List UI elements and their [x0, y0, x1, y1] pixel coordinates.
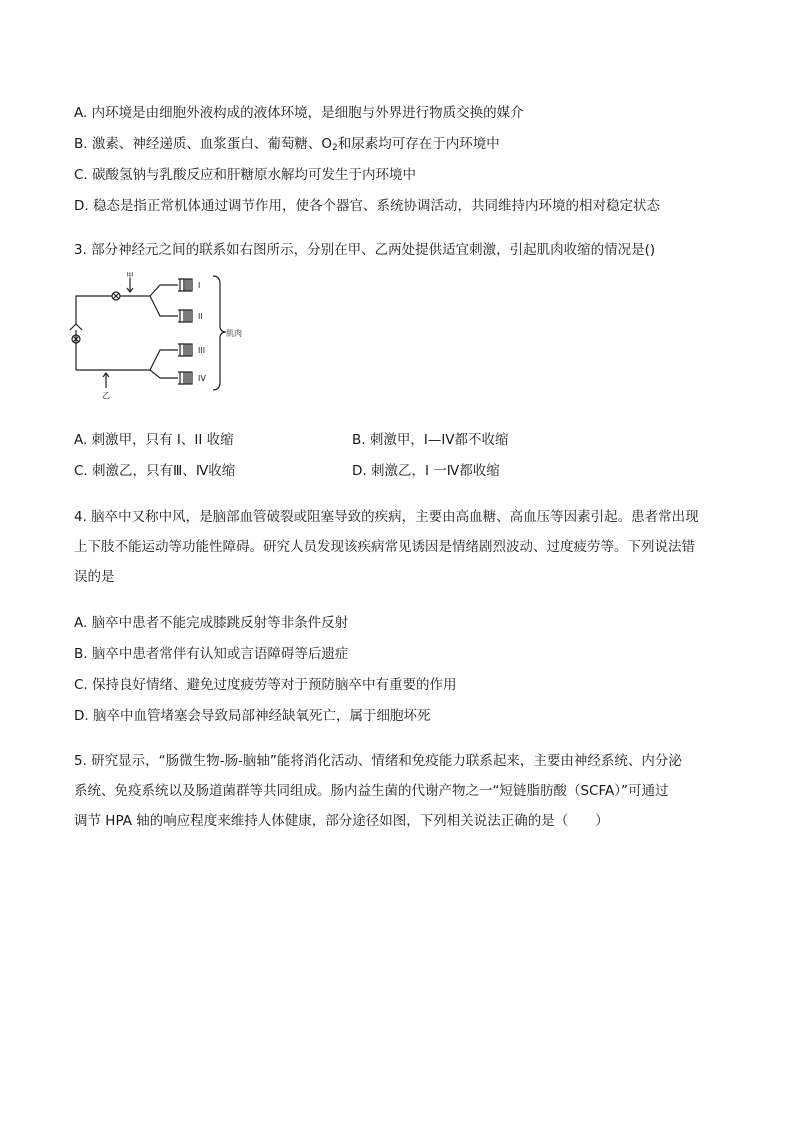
q4-option-b: B. 脑卒中患者常伴有认知或言语障碍等后遗症 [74, 646, 349, 662]
q5-stem-line1: 5. 研究显示，“肠微生物-肠-脑轴”能将消化活动、情绪和免疫能力联系起来，主要由神经系统、内分泌 [74, 753, 682, 769]
q2-option-a: A. 内环境是由细胞外液构成的液体环境，是细胞与外界进行物质交换的媒介 [74, 105, 524, 121]
q4-option-a: A. 脑卒中患者不能完成膝跳反射等非条件反射 [74, 615, 349, 631]
q3-stem: 3. 部分神经元之间的联系如右图所示，分别在甲、乙两处提供适宜刺激，引起肌肉收缩的情况是() [74, 242, 656, 258]
q3-option-c: C. 刺激乙，只有Ⅲ、Ⅳ收缩 [74, 463, 236, 479]
muscle-label-3: III [198, 346, 206, 355]
q4-stem-line1: 4. 脑卒中又称中风，是脑部血管破裂或阻塞导致的疾病，主要由高血糖、高血压等因素引起。患者常出现 [74, 509, 699, 525]
q4-option-d: D. 脑卒中血管堵塞会导致局部神经缺氧死亡，属于细胞坏死 [74, 708, 431, 724]
q5-stem-line2: 系统、免疫系统以及肠道菌群等共同组成。肠内益生菌的代谢产物之一“短链脂肪酸（SCFA）”可通过 [74, 783, 669, 799]
muscle-label-1: I [198, 281, 201, 290]
q4-option-c: C. 保持良好情绪、避免过度疲劳等对于预防脑卒中有重要的作用 [74, 677, 457, 693]
muscle-label-4: IV [198, 374, 206, 383]
q4-stem-line2: 上下肢不能运动等功能性障碍。研究人员发现该疾病常见诱因是情绪剧烈波动、过度疲劳等。下列说法错 [74, 539, 695, 555]
label-yi: 乙 [102, 391, 110, 400]
muscle-label-2: II [198, 312, 203, 321]
q3-option-a: A. 刺激甲，只有 I、II 收缩 [74, 432, 234, 448]
q4-stem-line3: 误的是 [74, 569, 115, 585]
q5-stem-line3: 调节 HPA 轴的响应程度来维持人体健康，部分途径如图，下列相关说法正确的是（ ） [74, 813, 609, 829]
label-muscle: 肌肉 [226, 329, 242, 338]
q2-option-b-post: 和尿素均可存在于内环境中 [337, 136, 500, 152]
q2-option-d: D. 稳态是指正常机体通过调节作用，使各个器官、系统协调活动，共同维持内环境的相对稳定状态 [74, 198, 660, 214]
q2-option-b-pre: B. 激素、神经递质、血浆蛋白、葡萄糖、O [74, 136, 332, 152]
q2-option-b-sub: 2 [331, 143, 338, 153]
q3-option-b: B. 刺激甲，I—IV都不收缩 [352, 432, 509, 448]
q3-option-d: D. 刺激乙，I 一Ⅳ都收缩 [352, 463, 500, 479]
q2-option-b [74, 135, 500, 157]
q2-option-c: C. 碳酸氢钠与乳酸反应和肝糖原水解均可发生于内环境中 [74, 167, 417, 183]
label-jia: 甲 [126, 272, 134, 280]
neuron-diagram [68, 272, 258, 407]
